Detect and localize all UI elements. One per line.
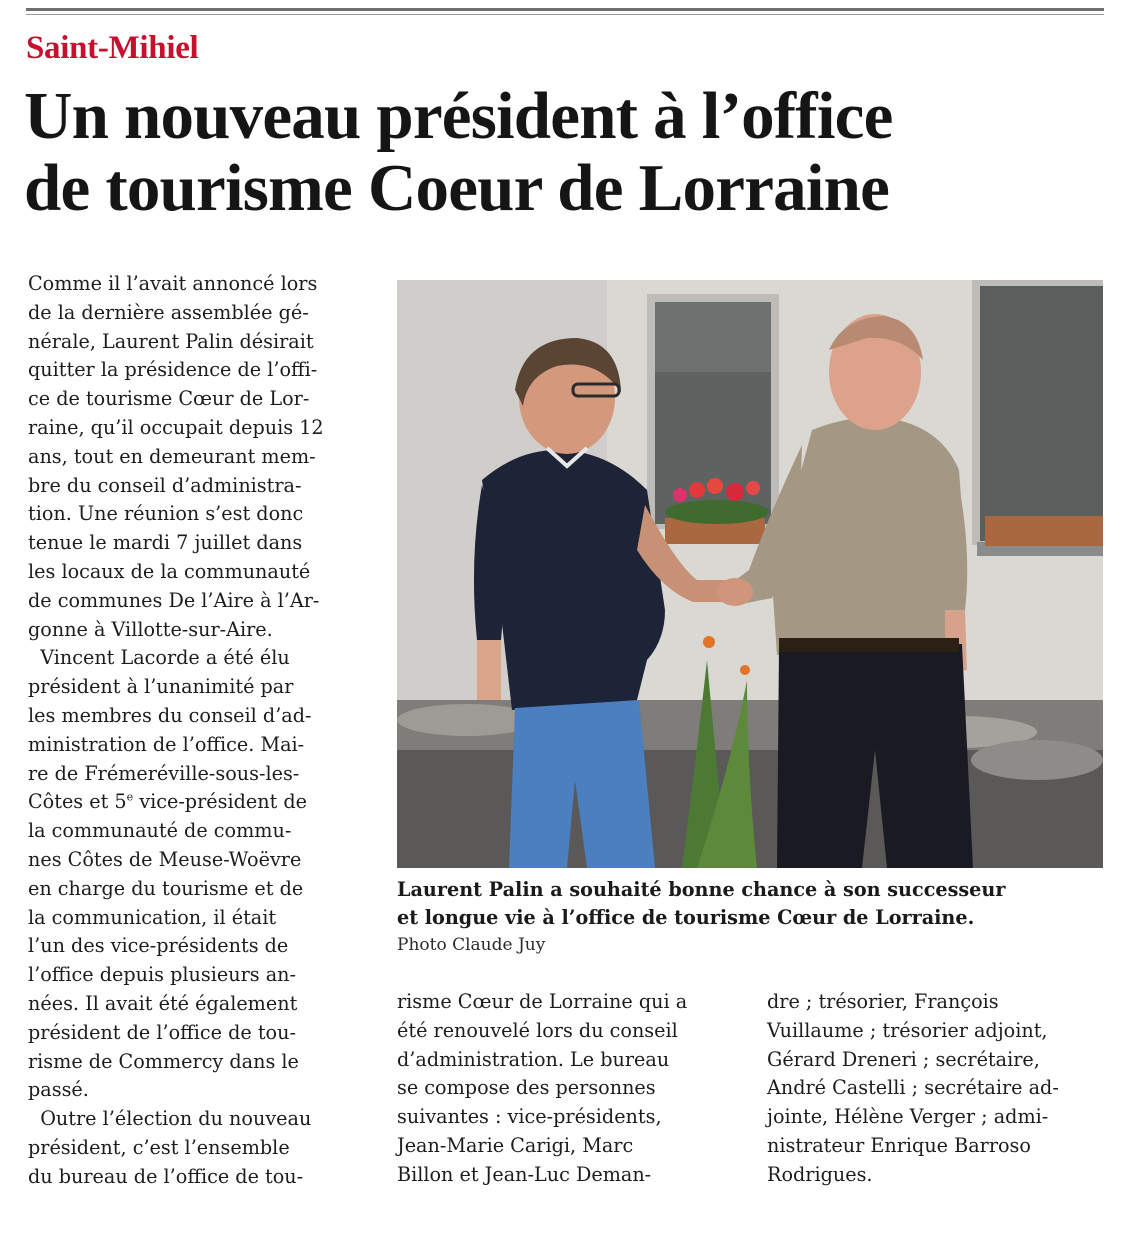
photo-credit: Photo Claude Juy: [397, 935, 546, 955]
text-line: président de l’office de tou-: [28, 1020, 296, 1044]
text-line: ministration de l’office. Mai-: [28, 732, 305, 756]
headline-line-2: de tourisme Coeur de Lorraine: [24, 151, 890, 225]
caption-line: Laurent Palin a souhaité bonne chance à son successeur: [397, 878, 1006, 901]
caption-line: et longue vie à l’office de tourisme Cœur de Lorraine.: [397, 906, 975, 929]
text-line: les locaux de la communauté: [28, 559, 311, 583]
text-line: nes Côtes de Meuse-Woëvre: [28, 847, 302, 871]
text-line: président, c’est l’ensemble: [28, 1135, 290, 1159]
text-line: été renouvelé lors du conseil: [397, 1018, 678, 1042]
text-line: Outre l’élection du nouveau: [28, 1107, 312, 1131]
superscript: e: [126, 790, 134, 804]
text-line: re de Frémeréville-sous-les-: [28, 761, 300, 785]
text-line: d’administration. Le bureau: [397, 1047, 670, 1071]
text-fragment: vice-président de: [133, 790, 308, 814]
text-line: risme Cœur de Lorraine qui a: [397, 990, 688, 1013]
text-line: Gérard Dreneri ; secrétaire,: [767, 1047, 1040, 1071]
text-line: se compose des personnes: [397, 1076, 656, 1100]
text-line: Vuillaume ; trésorier adjoint,: [767, 1018, 1048, 1042]
text-line: raine, qu’il occupait depuis 12: [28, 415, 324, 439]
text-line: nistrateur Enrique Barroso: [767, 1133, 1031, 1157]
text-line-with-superscript: [28, 788, 368, 817]
text-line: en charge du tourisme et de: [28, 876, 304, 900]
text-line: les membres du conseil d’ad-: [28, 703, 312, 727]
photo-caption: [397, 876, 1107, 932]
text-line: André Castelli ; secrétaire ad-: [767, 1076, 1059, 1100]
text-line: Billon et Jean-Luc Deman-: [397, 1162, 652, 1186]
text-line: bre du conseil d’administra-: [28, 473, 302, 497]
text-line: jointe, Hélène Verger ; admi-: [767, 1105, 1049, 1129]
text-line: Jean-Marie Carigi, Marc: [397, 1133, 634, 1157]
text-line: risme de Commercy dans le: [28, 1049, 299, 1073]
text-line: l’office depuis plusieurs an-: [28, 963, 296, 987]
article-photo: [397, 280, 1103, 868]
article-headline: [24, 80, 1114, 224]
text-line: dre ; trésorier, François: [767, 990, 999, 1013]
text-line: Vincent Lacorde a été élu: [28, 646, 290, 670]
text-line: ce de tourisme Cœur de Lor-: [28, 387, 310, 411]
text-line: Rodrigues.: [767, 1162, 873, 1186]
text-line: du bureau de l’office de tou-: [28, 1164, 304, 1188]
text-line: la communauté de commu-: [28, 819, 292, 843]
text-line: suivantes : vice-présidents,: [397, 1105, 662, 1129]
body-column-3: [767, 988, 1105, 1190]
text-line: de la dernière assemblée gé-: [28, 300, 309, 324]
text-line: tenue le mardi 7 juillet dans: [28, 531, 303, 555]
text-line: de communes De l’Aire à l’Ar-: [28, 588, 320, 612]
text-line: Comme il l’avait annoncé lors: [28, 272, 318, 295]
text-line: passé.: [28, 1078, 89, 1102]
top-rule-thin: [26, 14, 1104, 15]
text-line: ans, tout en demeurant mem-: [28, 444, 316, 468]
text-line: président à l’unanimité par: [28, 675, 294, 699]
text-line: quitter la présidence de l’offi-: [28, 358, 318, 382]
body-column-1: [28, 270, 368, 1192]
text-line: nérale, Laurent Palin désirait: [28, 329, 314, 353]
text-line: l’un des vice-présidents de: [28, 934, 289, 958]
text-fragment: Côtes et 5: [28, 790, 127, 814]
text-line: nées. Il avait été également: [28, 991, 298, 1015]
text-line: tion. Une réunion s’est donc: [28, 502, 304, 526]
headline-line-1: Un nouveau président à l’office: [24, 79, 893, 153]
top-rule: [26, 8, 1104, 11]
article-kicker: Saint-Mihiel: [26, 30, 199, 66]
body-column-2: [397, 988, 739, 1190]
text-line: gonne à Villotte-sur-Aire.: [28, 617, 273, 641]
text-line: la communication, il était: [28, 905, 277, 929]
